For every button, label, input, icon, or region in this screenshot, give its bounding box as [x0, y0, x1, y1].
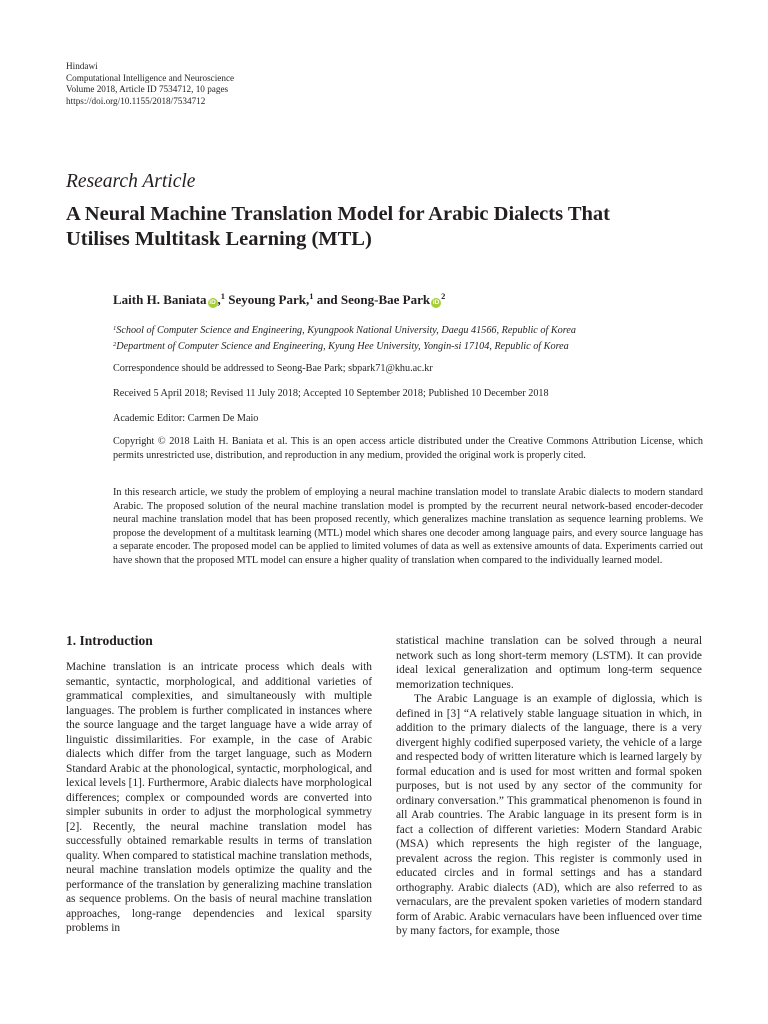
- left-column: [66, 660, 372, 936]
- author-list: Laith H. Baniata iD ,$^1$ Seyoung Park,$^1$ and Seong-Bae Park $iD^2$: [113, 291, 446, 307]
- orcid-icon[interactable]: iD: [432, 299, 440, 306]
- doi-link[interactable]: https://doi.org/10.1155/2018/7534712: [66, 95, 206, 106]
- publication-dates: Received 5 April 2018; Revised 11 July 2018; Accepted 10 September 2018; Published 10 December 2018: [113, 388, 549, 399]
- article-type: Research Article: [66, 171, 196, 192]
- title-line-2: Utilises Multitask Learning (MTL): [66, 228, 372, 250]
- correspondence: Correspondence should be addressed to Seong-Bae Park; sbpark71@khu.ac.kr: [113, 363, 433, 374]
- publisher-name: Hindawi: [66, 61, 98, 71]
- journal-header: [66, 61, 234, 107]
- copyright-notice: Copyright © 2018 Laith H. Baniata et al. This is an open access article distributed under the Creative Commons Attribution License, which permits unrestricted use, distribution, and reproduction in any medium, provided the original work is properly cited.: [113, 436, 703, 461]
- title-line-1: A Neural Machine Translation Model for Arabic Dialects That: [66, 203, 610, 225]
- orcid-icon[interactable]: iD: [209, 299, 216, 306]
- affiliation: $^1$School of Computer Science and Engineering, Kyungpook National University, Daegu 41566, Republic of Korea: [113, 325, 576, 336]
- author-name: Seyoung Park,: [228, 292, 310, 307]
- affiliations: [113, 322, 713, 353]
- paragraph: The Arabic Language is an example of diglossia, which is defined in [3] “A relatively stable language situation in which, in addition to the primary dialects of the language, there is a very divergent highly codified superposed variety, the vehicle of a large and respected body of written literature which is learned largely by formal education and is used for most written and formal spoken purposes, but is not used by any sector of the community for ordinary conversation.” This grammatical phenomenon is found in all Arab countries. The Arabic language in its present form is in fact a collection of different varieties: Modern Standard Arabic (MSA) which represents the high register of the language, prevalent across the region. This register is commonly used in educated circles and in formal settings and has a standard orthography. Arabic dialects (AD), which are also referred to as vernaculars, are the prevalent spoken varieties of modern standard form of Arabic. Arabic vernaculars have been influenced over time by many factors, for example, those: [396, 693, 702, 937]
- author-affiliation-mark: 1: [309, 291, 314, 301]
- paragraph: Machine translation is an intricate process which deals with semantic, syntactic, morphological, and additional varieties of grammatical complexities, and simultaneously with multiple languages. The problem is further complicated in instances where the source language and the target language have a wide array of linguistic dissimilarities. For example, in the case of Arabic dialects which differ from the target language, such as Modern Standard Arabic at the phonological, syntactic, morphological, and lexical levels [1]. Furthermore, Arabic dialects have morphological differences; complex or compounded words are converted into simpler subunits in order to adjust the morphological symmetry [2]. Recently, the neural machine translation model has successfully obtained remarkable results in terms of translation quality. When compared to statistical machine translation methods, neural machine translation models optimize the quality and the performance of the translation by generalizing machine translation as sequence problems. On the basis of neural machine translation approaches, long-range dependencies and lexical sparsity problems in: [66, 661, 372, 934]
- author-name: Laith H. Baniata: [113, 292, 207, 307]
- affiliation: $^2$Department of Computer Science and Engineering, Kyung Hee University, Yongin-si 17104, Republic of Korea: [113, 340, 569, 352]
- journal-volume: Volume 2018, Article ID 7534712, 10 pages: [66, 84, 229, 95]
- author-name: and Seong-Bae Park: [316, 292, 431, 307]
- author-affiliation-mark: 2: [441, 291, 446, 301]
- author-affiliation-mark: 1: [220, 291, 226, 301]
- paragraph: statistical machine translation can be solved through a neural network such as long short-term memory (LSTM). It can provide ideal lexical generalization and optimum long-term sequence memorization techniques.: [396, 635, 702, 691]
- journal-name: Computational Intelligence and Neuroscience: [66, 72, 235, 83]
- academic-editor: Academic Editor: Carmen De Maio: [113, 413, 259, 424]
- right-column: [396, 634, 702, 939]
- section-heading: 1. Introduction: [66, 633, 153, 648]
- article-title: [66, 202, 726, 252]
- abstract: In this research article, we study the problem of employing a neural machine translation model to translate Arabic dialects to modern standard Arabic. The proposed solution of the neural machine translation model is prompted by the recurrent neural network-based encoder-decoder neural machine translation model that has been proposed recently, which generalizes machine translation as sequence learning problems. We propose the development of a multitask learning (MTL) model which shares one decoder among language pairs, and every source language has a separate encoder. The proposed model can be applied to limited volumes of data as well as extensive amounts of data. Experiments carried out have shown that the proposed MTL model can ensure a higher quality of translation when compared to the individually learned model.: [113, 487, 703, 566]
